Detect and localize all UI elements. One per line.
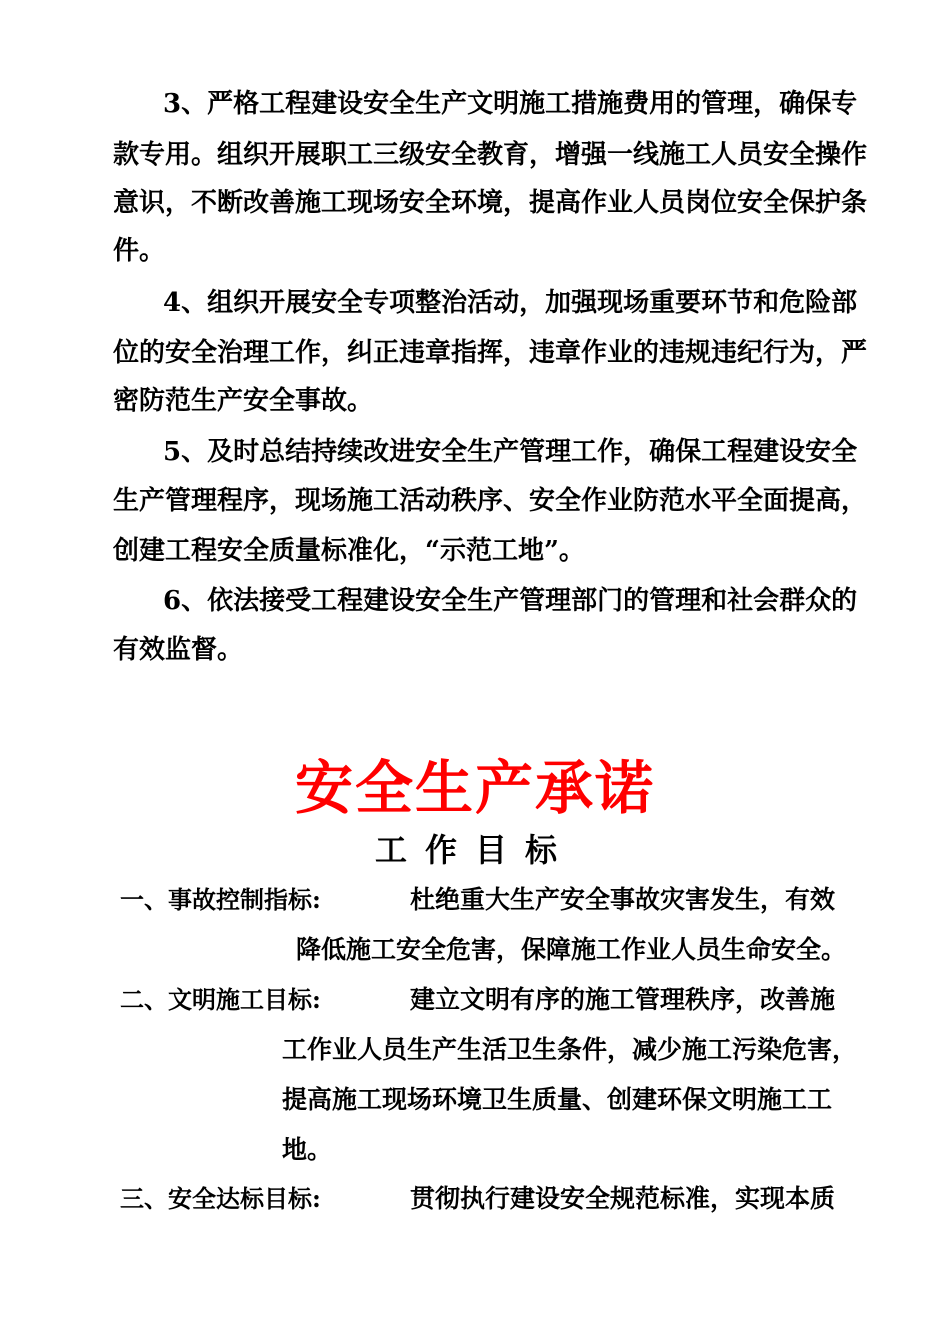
goal-line: 提高施工现场环境卫生质量、创建环保文明施工工 — [282, 1085, 833, 1114]
goal-line: 降低施工安全危害，保障施工作业人员生命安全。 — [296, 935, 847, 964]
paragraph-line: 6、依法接受工程建设安全生产管理部门的管理和社会群众的 — [163, 586, 858, 616]
goal-label: 二、文明施工目标: — [120, 985, 321, 1014]
goal-line: 贯彻执行建设安全规范标准，实现本质 — [410, 1184, 836, 1213]
goal-line: 工作业人员生产生活卫生条件，减少施工污染危害， — [282, 1035, 858, 1064]
paragraph-line: 意识，不断改善施工现场安全环境，提高作业人员岗位安全保护条 — [113, 188, 868, 218]
paragraph-line: 密防范生产安全事故。 — [113, 386, 374, 416]
goal-label: 三、安全达标目标: — [120, 1184, 321, 1213]
paragraph-line: 创建工程安全质量标准化，“示范工地”。 — [113, 536, 585, 566]
paragraph-line: 有效监督。 — [113, 635, 244, 665]
paragraph-line: 位的安全治理工作，纠正违章指挥，违章作业的违规违纪行为，严 — [113, 338, 868, 368]
paragraph-line: 件。 — [113, 236, 166, 266]
goal-line: 杜绝重大生产安全事故灾害发生，有效 — [410, 885, 836, 914]
paragraph-line: 款专用。组织开展职工三级安全教育，增强一线施工人员安全操作 — [113, 140, 868, 170]
section-subheading: 工作目标 — [374, 831, 575, 869]
paragraph-line: 4、组织开展安全专项整治活动，加强现场重要环节和危险部 — [163, 288, 858, 318]
page-heading: 安全生产承诺 — [294, 754, 655, 822]
goal-line: 地。 — [282, 1135, 333, 1164]
goal-line: 建立文明有序的施工管理秩序，改善施 — [410, 985, 836, 1014]
paragraph-line: 生产管理程序，现场施工活动秩序、安全作业防范水平全面提高， — [113, 486, 868, 516]
goal-label: 一、事故控制指标: — [120, 885, 321, 914]
paragraph-line: 5、及时总结持续改进安全生产管理工作，确保工程建设安全 — [163, 437, 858, 467]
paragraph-line: 3、严格工程建设安全生产文明施工措施费用的管理，确保专 — [163, 89, 858, 119]
